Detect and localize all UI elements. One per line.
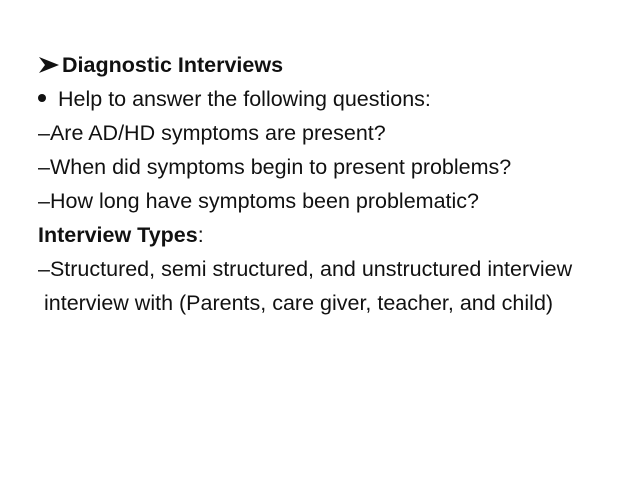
arrow-bullet-icon: [38, 56, 60, 74]
question-2: –When did symptoms begin to present problems?: [38, 155, 512, 179]
section-heading-text: Diagnostic Interviews: [62, 53, 284, 77]
interview-types-label: [38, 218, 602, 252]
bullet-item: [38, 82, 602, 116]
question-3: –How long have symptoms been problematic?: [38, 189, 479, 213]
interview-with-text: interview with (Parents, care giver, teacher, and child): [38, 291, 554, 315]
bullet-item-text: Help to answer the following questions:: [58, 87, 431, 111]
interview-types-list: –Structured, semi structured, and unstructured interview: [38, 257, 573, 281]
slide-content: [38, 48, 602, 320]
section-heading: [38, 48, 602, 82]
round-bullet-icon: [38, 94, 46, 102]
question-1: –Are AD/HD symptoms are present?: [38, 121, 386, 145]
interview-types-label-text: Interview Types: [38, 223, 198, 247]
interview-types-colon: :: [197, 223, 204, 247]
